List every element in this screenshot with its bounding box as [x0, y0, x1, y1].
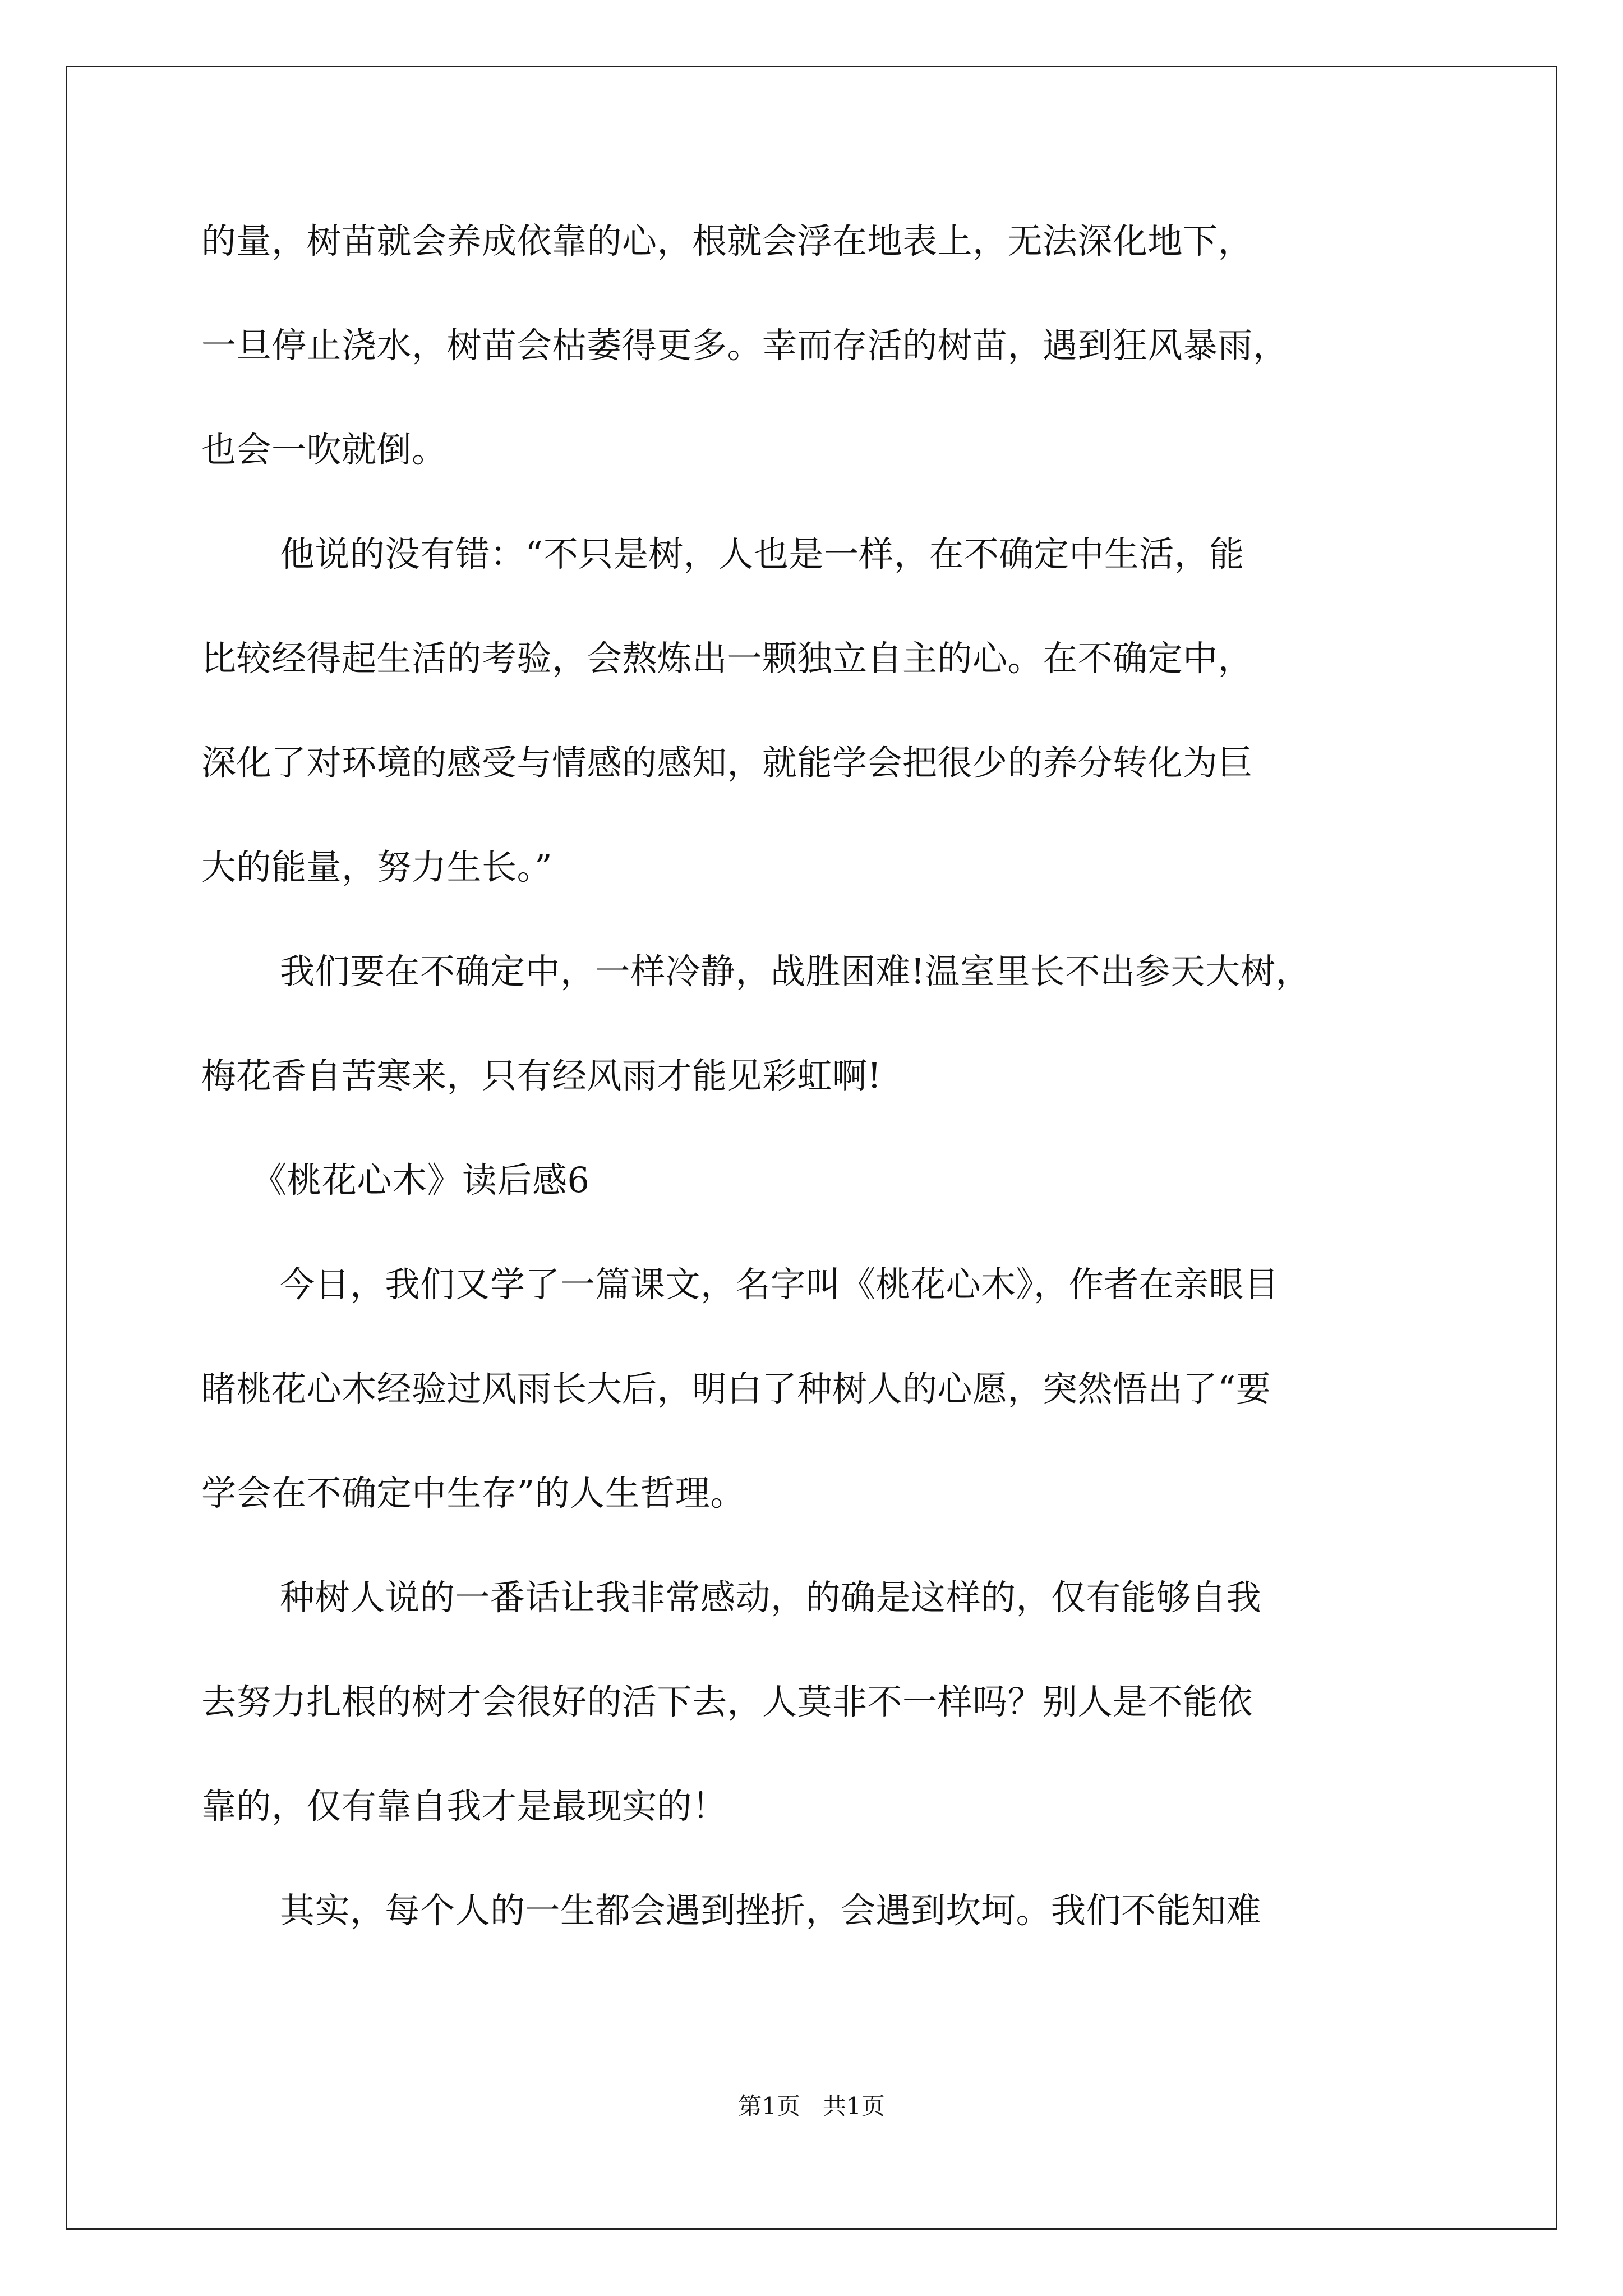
- text-line: 大的能量，努力生长。”: [201, 846, 553, 887]
- section-heading: 《桃花心木》读后感6: [252, 1159, 590, 1200]
- page-footer: 第1页 共1页: [738, 2092, 885, 2120]
- text-line: 一旦停止浇水，树苗会枯萎得更多。幸而存活的树苗，遇到狂风暴雨，: [201, 325, 1288, 366]
- paragraph-first-line: 他说的没有错：“不只是树，人也是一样，在不确定中生活，能: [280, 533, 1244, 574]
- text-line: 靠的，仅有靠自我才是最现实的！: [201, 1786, 727, 1826]
- text-line: 学会在不确定中生存”的人生哲理。: [201, 1473, 745, 1513]
- paragraph-first-line: 种树人说的一番话让我非常感动，的确是这样的，仅有能够自我: [280, 1577, 1262, 1618]
- text-line: 深化了对环境的感受与情感的感知，就能学会把很少的养分转化为巨: [201, 742, 1253, 783]
- text-line: 比较经得起生活的考验，会熬炼出一颗独立自主的心。在不确定中，: [201, 638, 1253, 679]
- text-line: 也会一吹就倒。: [201, 429, 447, 470]
- text-line: 去努力扎根的树才会很好的活下去，人莫非不一样吗？别人是不能依: [201, 1681, 1253, 1722]
- paragraph-first-line: 我们要在不确定中，一样冷静，战胜困难!温室里长不出参天大树，: [280, 951, 1311, 992]
- text-line: 的量，树苗就会养成依靠的心，根就会浮在地表上，无法深化地下，: [201, 220, 1253, 261]
- paragraph-first-line: 今日，我们又学了一篇课文，名字叫《桃花心木》，作者在亲眼目: [280, 1264, 1279, 1305]
- text-line: 梅花香自苦寒来，只有经风雨才能见彩虹啊!: [201, 1055, 882, 1096]
- text-line: 睹桃花心木经验过风雨长大后，明白了种树人的心愿，突然悟出了“要: [201, 1368, 1271, 1409]
- paragraph-first-line: 其实，每个人的一生都会遇到挫折，会遇到坎坷。我们不能知难: [280, 1890, 1262, 1931]
